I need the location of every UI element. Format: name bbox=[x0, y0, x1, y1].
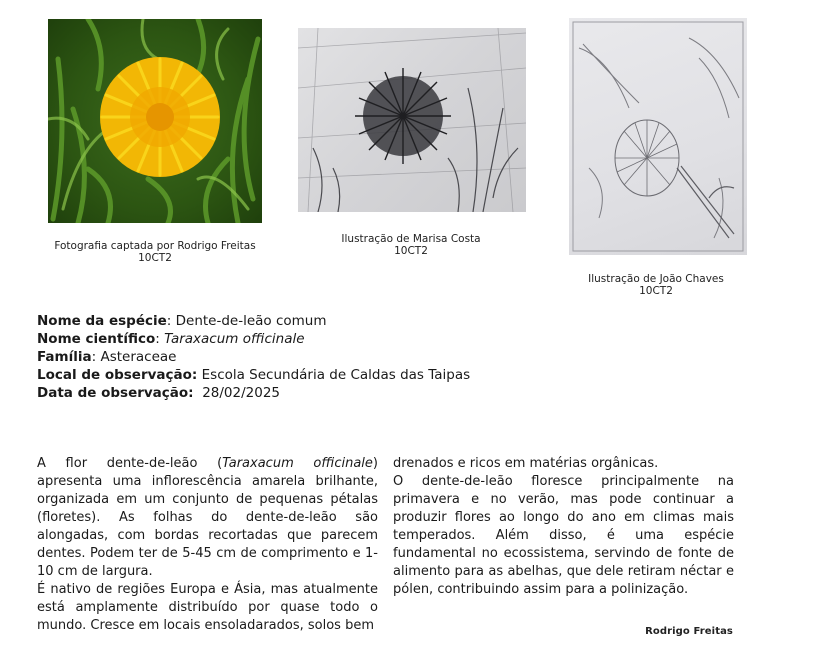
marisa-illustration bbox=[298, 28, 526, 212]
date-value: 28/02/2025 bbox=[202, 385, 280, 401]
date-label: Data de observação: bbox=[37, 385, 194, 401]
dandelion-photo-drawing bbox=[48, 19, 262, 223]
species-info bbox=[37, 312, 470, 402]
family-value: Asteraceae bbox=[100, 349, 177, 365]
paragraph-flowering: O dente-de-leão floresce principalmente na primavera e no verão, mas pode continuar a produzir flores ao longo do ano em climas mais temperados. Além disso, é uma espécie fundamental no ecossistema, servindo de fonte de alimento para as abelhas, que dele retiram néctar e pólen, contribuindo assim para a polinização. bbox=[393, 474, 734, 597]
dandelion-photo bbox=[48, 19, 262, 223]
photo-caption bbox=[30, 240, 280, 264]
species-name-row: Nome da espécie: Dente-de-leão comum bbox=[37, 313, 327, 329]
family-label: Família bbox=[37, 349, 92, 365]
paragraph-description-start: A flor dente-de-leão ( bbox=[37, 456, 223, 471]
marisa-illustration-drawing bbox=[298, 28, 526, 212]
species-name-value: Dente-de-leão comum bbox=[175, 313, 327, 329]
photo-caption-credit: Fotografia captada por Rodrigo Freitas bbox=[54, 240, 256, 252]
paragraph-description bbox=[37, 455, 378, 581]
paragraph-origin-continued: drenados e ricos em matérias orgânicas. bbox=[393, 456, 659, 471]
joao-caption-class: 10CT2 bbox=[639, 285, 673, 297]
marisa-caption-credit: Ilustração de Marisa Costa bbox=[341, 233, 481, 245]
paragraph-origin: É nativo de regiões Europa e Ásia, mas atualmente está amplamente distribuído por quase todo o mundo. Cresce em locais ensoladarados, solos bem bbox=[37, 582, 378, 633]
body-column-right bbox=[393, 455, 734, 599]
paragraph-description-end: ) apresenta uma inflorescência amarela brilhante, organizada em um conjunto de pequenas pétalas (floretes). As folhas do dente-de-leão são alongadas, com bordas recortadas que parecem dentes. Podem ter de 5-45 cm de comprimento e 1-10 cm de largura. bbox=[37, 456, 378, 579]
marisa-caption-class: 10CT2 bbox=[394, 245, 428, 257]
location-label: Local de observação: bbox=[37, 367, 198, 383]
species-name-label: Nome da espécie bbox=[37, 313, 167, 329]
location-row bbox=[37, 366, 470, 384]
family-row: Família: Asteraceae bbox=[37, 349, 177, 365]
joao-illustration-drawing bbox=[569, 18, 747, 255]
photo-caption-class: 10CT2 bbox=[138, 252, 172, 264]
paragraph-description-scientific-name: Taraxacum officinale bbox=[222, 456, 373, 471]
marisa-caption bbox=[300, 233, 522, 257]
joao-caption-credit: Ilustração de João Chaves bbox=[588, 273, 724, 285]
body-column-left bbox=[37, 455, 378, 635]
scientific-name-value: Taraxacum officinale bbox=[164, 331, 305, 347]
date-row bbox=[37, 384, 470, 402]
joao-caption bbox=[570, 273, 742, 297]
scientific-name-row: Nome científico: Taraxacum officinale bbox=[37, 331, 305, 347]
joao-illustration bbox=[569, 18, 747, 255]
author-signature: Rodrigo Freitas bbox=[645, 626, 733, 637]
scientific-name-label: Nome científico bbox=[37, 331, 156, 347]
location-value: Escola Secundária de Caldas das Taipas bbox=[201, 367, 471, 383]
